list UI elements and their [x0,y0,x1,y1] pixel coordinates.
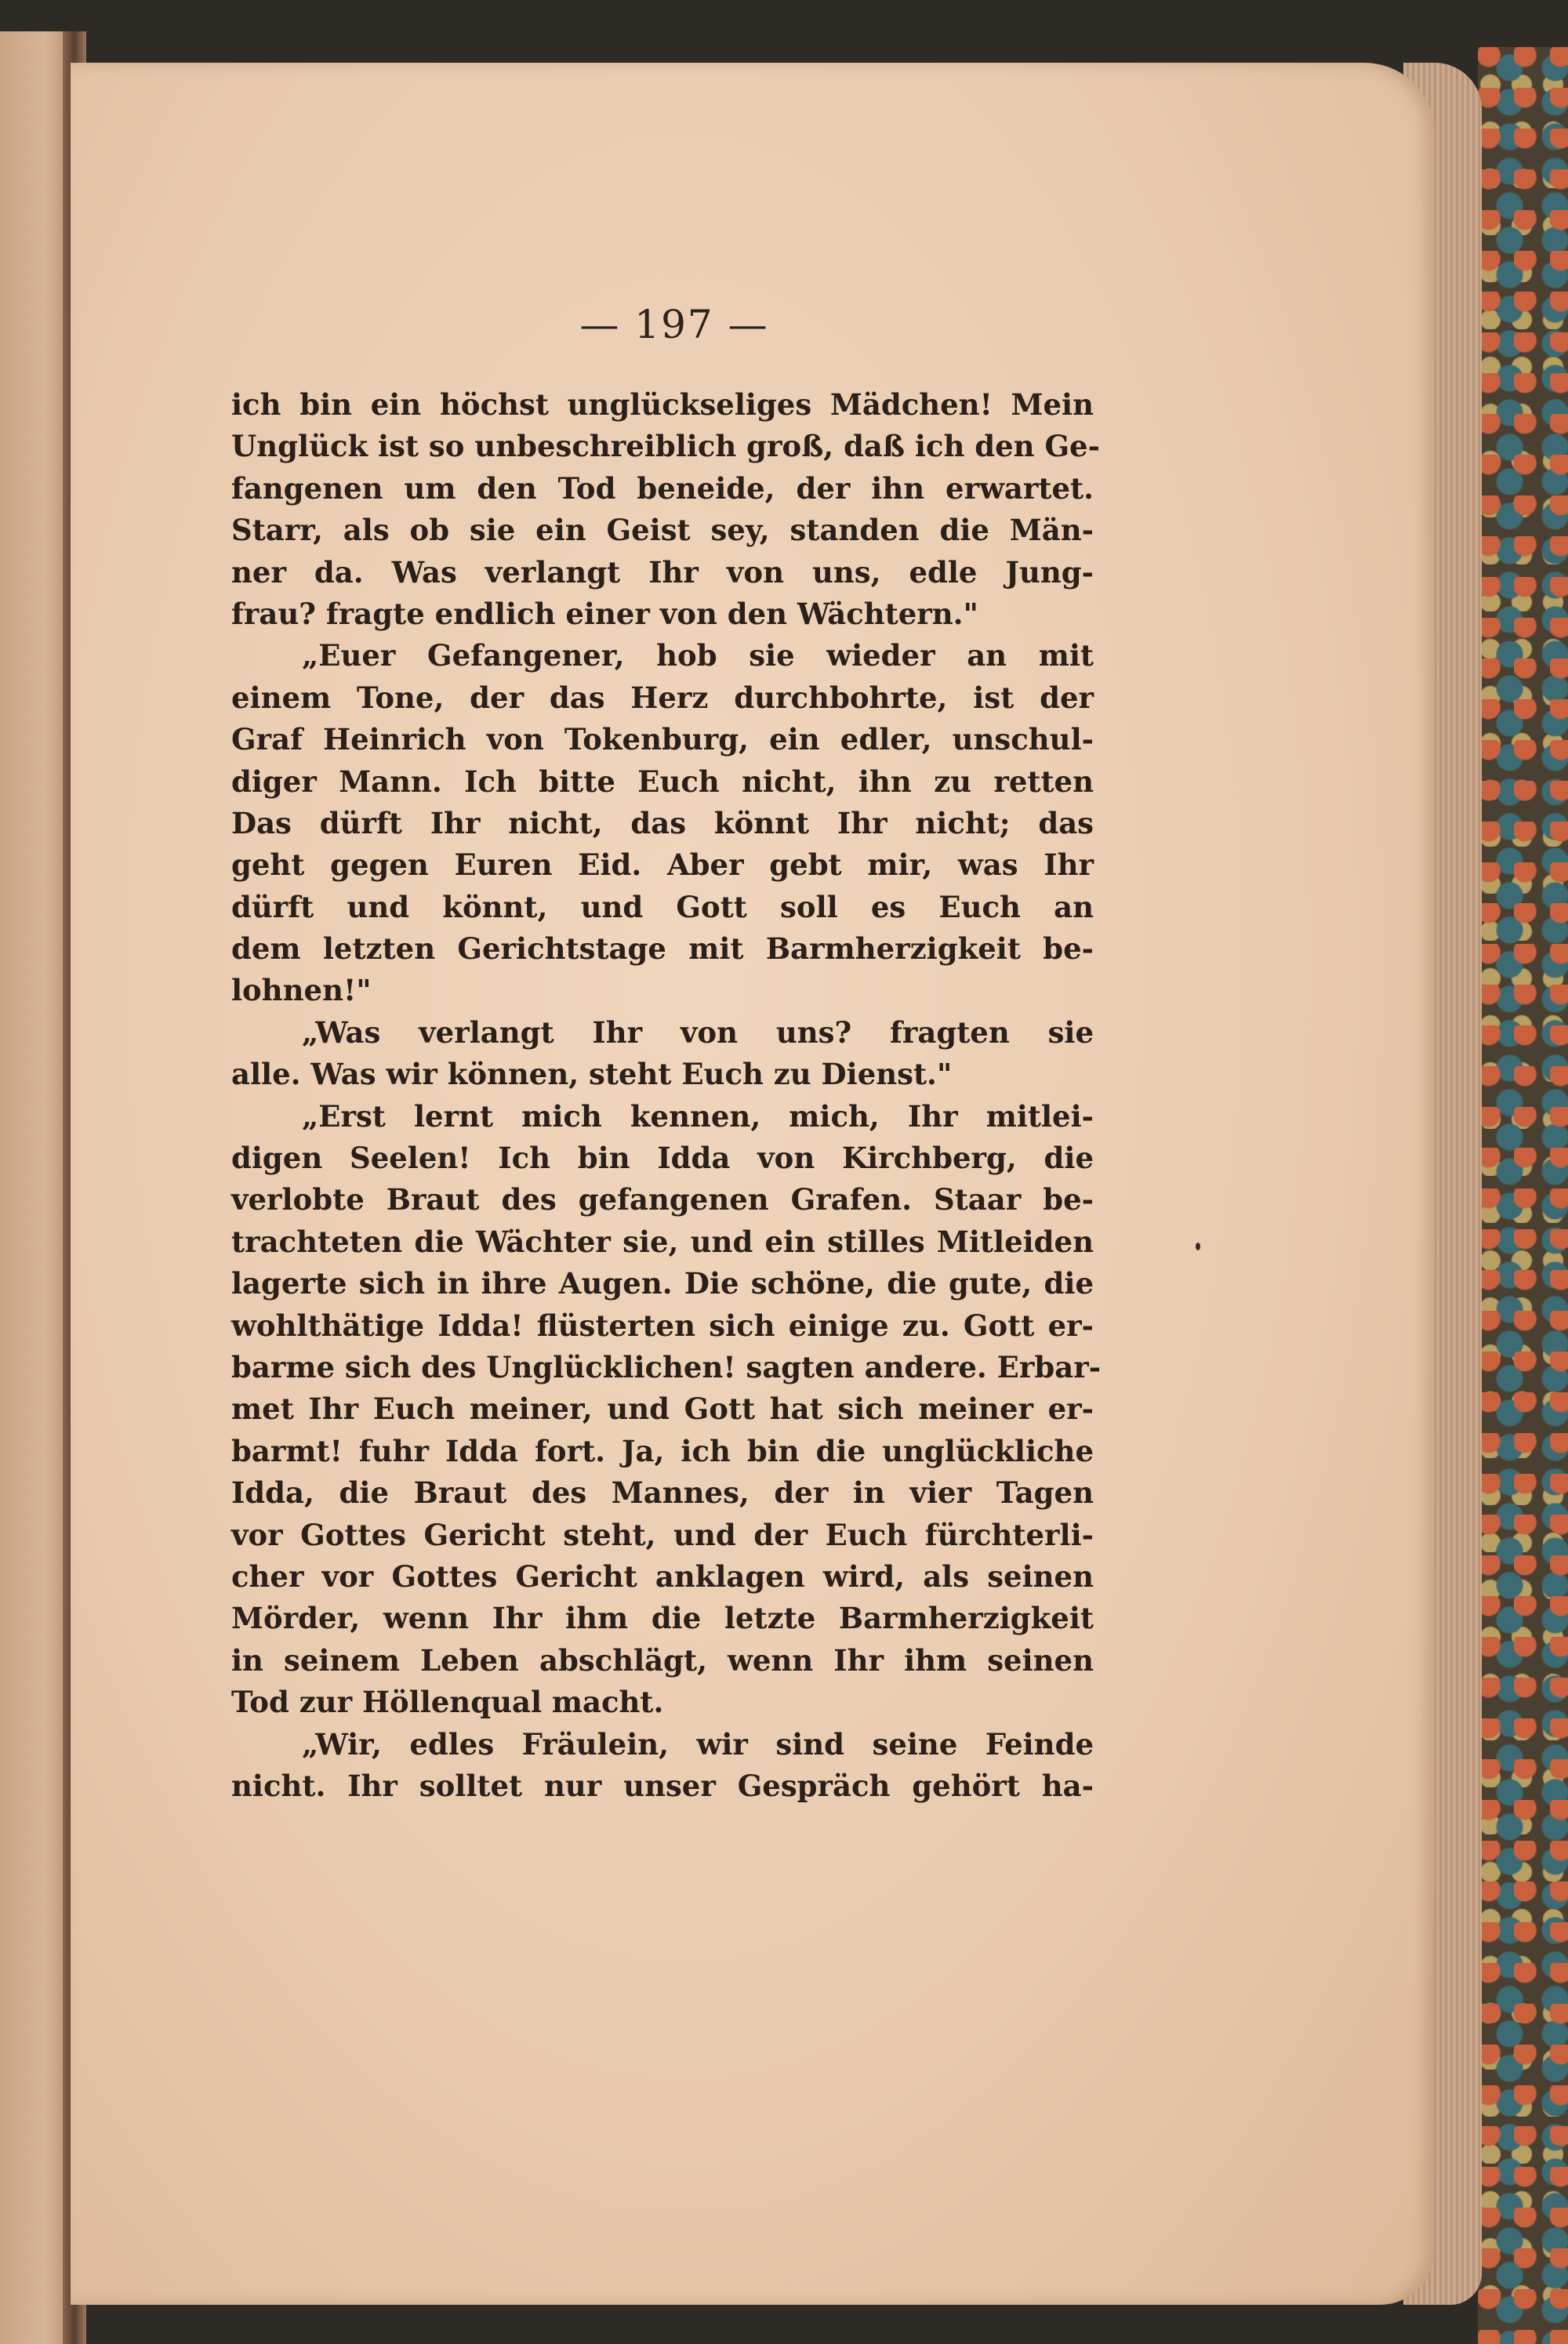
text-line: „Euer Gefangener, hob sie wieder an mit [302,638,1094,673]
text-line: „Was verlangt Ihr von uns? fragten sie [302,1014,1094,1050]
text-line: Starr, als ob sie ein Geist sey, standen die Män- [231,513,1094,548]
text-line: nicht. Ihr solltet nur unser Gespräch gehört ha- [231,1768,1094,1803]
text-line: Tod zur Höllenqual macht. [231,1685,664,1720]
text-line: einem Tone, der das Herz durchbohrte, ist der [231,680,1094,715]
body-text [231,384,1102,1807]
text-line: ich bin ein höchst unglückseliges Mädchen! Mein [231,387,1094,422]
text-line: Idda, die Braut des Mannes, der in vier Tagen [231,1475,1094,1511]
text-line: Graf Heinrich von Tokenburg, ein edler, unschul- [231,722,1094,757]
text-line: in seinem Leben abschlägt, wenn Ihr ihm seinen [231,1642,1094,1678]
text-line: barmt! fuhr Idda fort. Ja, ich bin die unglückliche [231,1433,1094,1468]
text-line: frau? fragte endlich einer von den Wächtern." [231,596,978,631]
text-line: trachteten die Wächter sie, und ein stilles Mitleiden [231,1224,1094,1259]
text-line: ner da. Was verlangt Ihr von uns, edle Jung- [231,554,1094,590]
text-line: Das dürft Ihr nicht, das könnt Ihr nicht; das [231,805,1094,840]
text-line: lagerte sich in ihre Augen. Die schöne, die gute, die [231,1266,1094,1301]
text-line: alle. Was wir können, steht Euch zu Dienst." [231,1057,953,1092]
text-line: „Wir, edles Fräulein, wir sind seine Feinde [302,1726,1094,1762]
text-line: barme sich des Unglücklichen! sagten andere. Erbar- [231,1349,1102,1384]
text-line: Mörder, wenn Ihr ihm die letzte Barmherzigkeit [231,1601,1094,1636]
paper-speck [1196,1243,1200,1250]
text-line: „Erst lernt mich kennen, mich, Ihr mitlei- [302,1098,1094,1134]
marbled-cover-edge [1478,47,1568,2344]
text-line: geht gegen Euren Eid. Aber gebt mir, was Ihr [231,847,1094,883]
text-line: lohnen!" [231,973,372,1008]
text-line: fangenen um den Tod beneide, der ihn erwartet. [231,470,1094,506]
text-line: diger Mann. Ich bitte Euch nicht, ihn zu retten [231,764,1094,799]
page-number: — 197 — [579,302,769,347]
text-line: dürft und könnt, und Gott soll es Euch an [231,889,1094,924]
text-line: Unglück ist so unbeschreiblich groß, daß ich den Ge- [231,429,1100,464]
text-line: vor Gottes Gericht steht, und der Euch fürchterli- [231,1517,1094,1552]
text-line: wohlthätige Idda! flüsterten sich einige zu. Gott er- [231,1308,1094,1343]
text-line: verlobte Braut des gefangenen Grafen. Staar be- [231,1182,1094,1217]
text-line: cher vor Gottes Gericht anklagen wird, als seinen [231,1558,1094,1594]
text-line: dem letzten Gerichtstage mit Barmherzigkeit be- [231,931,1094,967]
text-line: digen Seelen! Ich bin Idda von Kirchberg, die [231,1141,1094,1176]
text-line: met Ihr Euch meiner, und Gott hat sich meiner er- [231,1392,1094,1427]
